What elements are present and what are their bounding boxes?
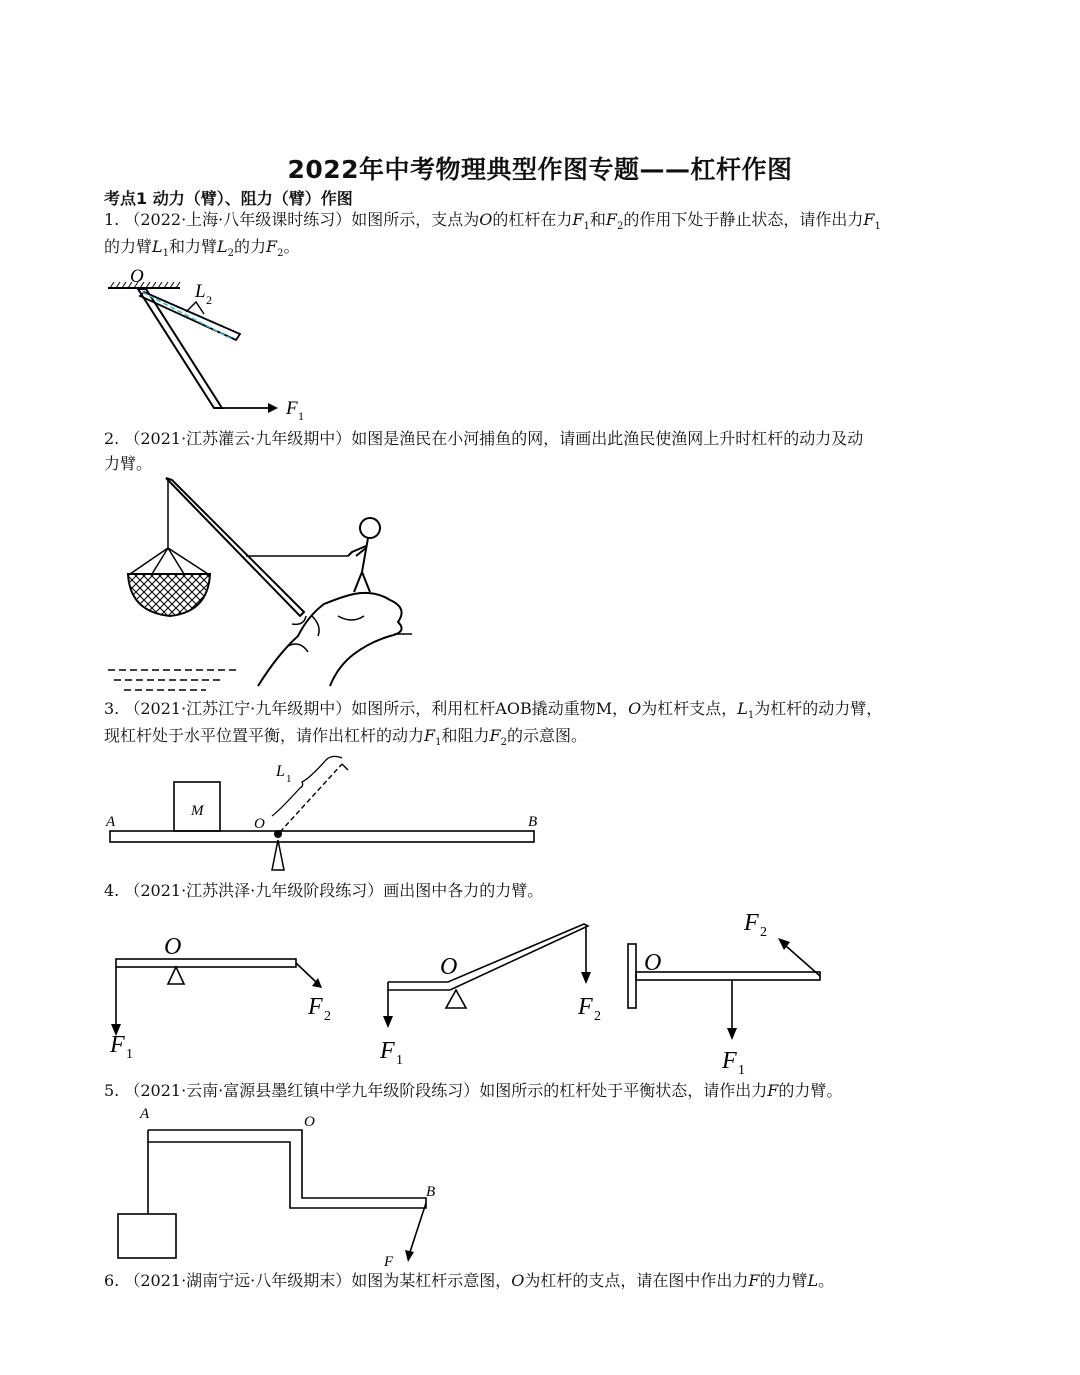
fig3-l-label: L <box>276 763 285 780</box>
q3-f1-sub: 1 <box>435 737 442 749</box>
q1-source: （2022·上海·八年级课时练习） <box>124 210 352 229</box>
q6-text-b: 为杠杆的支点，请在图中作出力 <box>524 1271 749 1290</box>
q2-number: 2. <box>104 429 120 448</box>
q3-line2-b: 和阻力 <box>441 726 490 745</box>
fig4c-f2-label: F <box>744 910 759 936</box>
q3-line2-c: 的示意图。 <box>507 726 588 745</box>
q6-l: L <box>807 1271 819 1290</box>
q4-source: （2021·江苏洪泽·九年级阶段练习） <box>124 881 384 900</box>
question-6 <box>104 1268 984 1294</box>
q3-l1-sub: 1 <box>747 710 755 722</box>
fig4c-o-label: O <box>644 950 662 976</box>
fig4b-f1-sub: 1 <box>396 1053 403 1068</box>
q6-text-a: 如图为某杠杆示意图， <box>351 1271 512 1290</box>
fig4b-f2-label: F <box>578 994 593 1020</box>
q2-text: 如图是渔民在小河捕鱼的网，请画出此渔民使渔网上升时杠杆的动力及动 <box>351 429 864 448</box>
q6-source: （2021·湖南宁远·八年级期末） <box>124 1271 352 1290</box>
q5-source: （2021·云南·富源县墨红镇中学九年级阶段练习） <box>124 1081 480 1100</box>
fig4b-o-label: O <box>440 954 458 980</box>
q3-text-a: 如图所示，利用杠杆AOB撬动重物M， <box>351 699 629 718</box>
question-4 <box>104 878 984 904</box>
section-heading: 考点1 动力（臂）、阻力（臂）作图 <box>104 189 353 208</box>
fig1-f-sub: 1 <box>298 409 304 423</box>
q1-text-b: 的杠杆在力 <box>492 210 573 229</box>
q1-l1: L <box>152 237 163 256</box>
q6-number: 6. <box>104 1271 120 1290</box>
q1-f1b-sub: 1 <box>874 221 881 233</box>
q3-f2: F <box>489 726 501 745</box>
q1-line2-c: 的力 <box>234 237 267 256</box>
fig4a-f1-label: F <box>110 1032 125 1058</box>
fig3-a-label: A <box>106 814 116 830</box>
figure-4c <box>620 904 840 1084</box>
q1-line2-d: 。 <box>283 237 300 256</box>
fig3-m-label: M <box>191 803 204 819</box>
fig4c-f2-sub: 2 <box>760 925 767 940</box>
q1-l2-sub: 2 <box>227 248 235 260</box>
fig3-l-sub: 1 <box>286 773 292 785</box>
fig5-a-label: A <box>140 1106 150 1122</box>
fig3-b-label: B <box>528 814 538 830</box>
q1-f1-sub: 1 <box>583 221 590 233</box>
q1-text-d: 的作用下处于静止状态，请作出力 <box>623 210 864 229</box>
fig5-f-label: F <box>384 1254 394 1270</box>
q3-o: O <box>628 699 642 718</box>
fig4c-f1-sub: 1 <box>738 1063 745 1078</box>
figure-3 <box>104 752 544 882</box>
fig3-o-label: O <box>254 816 265 832</box>
question-2 <box>104 426 984 452</box>
q1-number: 1. <box>104 210 120 229</box>
q2-text2: 力臂。 <box>104 454 153 473</box>
figure-2 <box>108 476 428 696</box>
q4-text: 画出图中各力的力臂。 <box>383 881 544 900</box>
q5-text-b: 的力臂。 <box>778 1081 843 1100</box>
q1-l1-sub: 1 <box>162 248 170 260</box>
q3-text-b: 为杠杆支点， <box>641 699 738 718</box>
figure-1 <box>100 262 304 432</box>
fig4a-f2-label: F <box>308 994 323 1020</box>
q6-text-c: 的力臂 <box>759 1271 808 1290</box>
fig4c-f1-label: F <box>722 1048 737 1074</box>
q6-o: O <box>511 1271 525 1290</box>
q5-number: 5. <box>104 1081 120 1100</box>
question-2-line2 <box>104 451 984 477</box>
q1-f2-sub: 2 <box>617 221 624 233</box>
q1-text-c: 和 <box>589 210 606 229</box>
q3-f1: F <box>424 726 436 745</box>
q1-line2-b: 和力臂 <box>169 237 218 256</box>
q1-f1b: F <box>863 210 875 229</box>
figure-4a <box>104 928 354 1068</box>
fig1-o-label: O <box>130 266 144 287</box>
q1-o: O <box>479 210 493 229</box>
q2-source: （2021·江苏灌云·九年级期中） <box>124 429 352 448</box>
q3-line2-a: 现杠杆处于水平位置平衡，请作出杠杆的动力 <box>104 726 425 745</box>
fig1-l-label: L <box>195 281 206 302</box>
fig4b-f2-sub: 2 <box>594 1009 601 1024</box>
q1-f2b: F <box>266 237 278 256</box>
page-title: 2022年中考物理典型作图专题——杠杆作图 <box>287 155 793 184</box>
q3-source: （2021·江苏江宁·九年级期中） <box>124 699 352 718</box>
q1-f1: F <box>572 210 584 229</box>
q1-f2b-sub: 2 <box>277 248 284 260</box>
fig1-f-label: F <box>286 398 298 419</box>
fig4a-o-label: O <box>164 934 182 960</box>
figure-5 <box>110 1102 470 1272</box>
q6-text-d: 。 <box>818 1271 835 1290</box>
q3-f2-sub: 2 <box>500 737 507 749</box>
fig4a-f2-sub: 2 <box>324 1009 331 1024</box>
q5-f: F <box>767 1081 779 1100</box>
q6-f: F <box>748 1271 760 1290</box>
q3-number: 3. <box>104 699 120 718</box>
question-5 <box>104 1078 984 1104</box>
figure-4b <box>380 912 620 1072</box>
q4-number: 4. <box>104 881 120 900</box>
fig4b-f1-label: F <box>380 1038 395 1064</box>
q3-l1: L <box>737 699 748 718</box>
q1-f2: F <box>605 210 618 229</box>
q1-line2-a: 的力臂 <box>104 237 153 256</box>
fig4a-f1-sub: 1 <box>126 1047 133 1062</box>
fig5-b-label: B <box>426 1184 436 1200</box>
q1-l2: L <box>217 237 228 256</box>
fig5-o-label: O <box>304 1114 315 1130</box>
fig1-l-sub: 2 <box>206 293 212 307</box>
q3-text-c: 为杠杆的动力臂， <box>754 699 883 718</box>
q1-text-a: 如图所示，支点为 <box>351 210 480 229</box>
q5-text-a: 如图所示的杠杆处于平衡状态，请作出力 <box>479 1081 768 1100</box>
